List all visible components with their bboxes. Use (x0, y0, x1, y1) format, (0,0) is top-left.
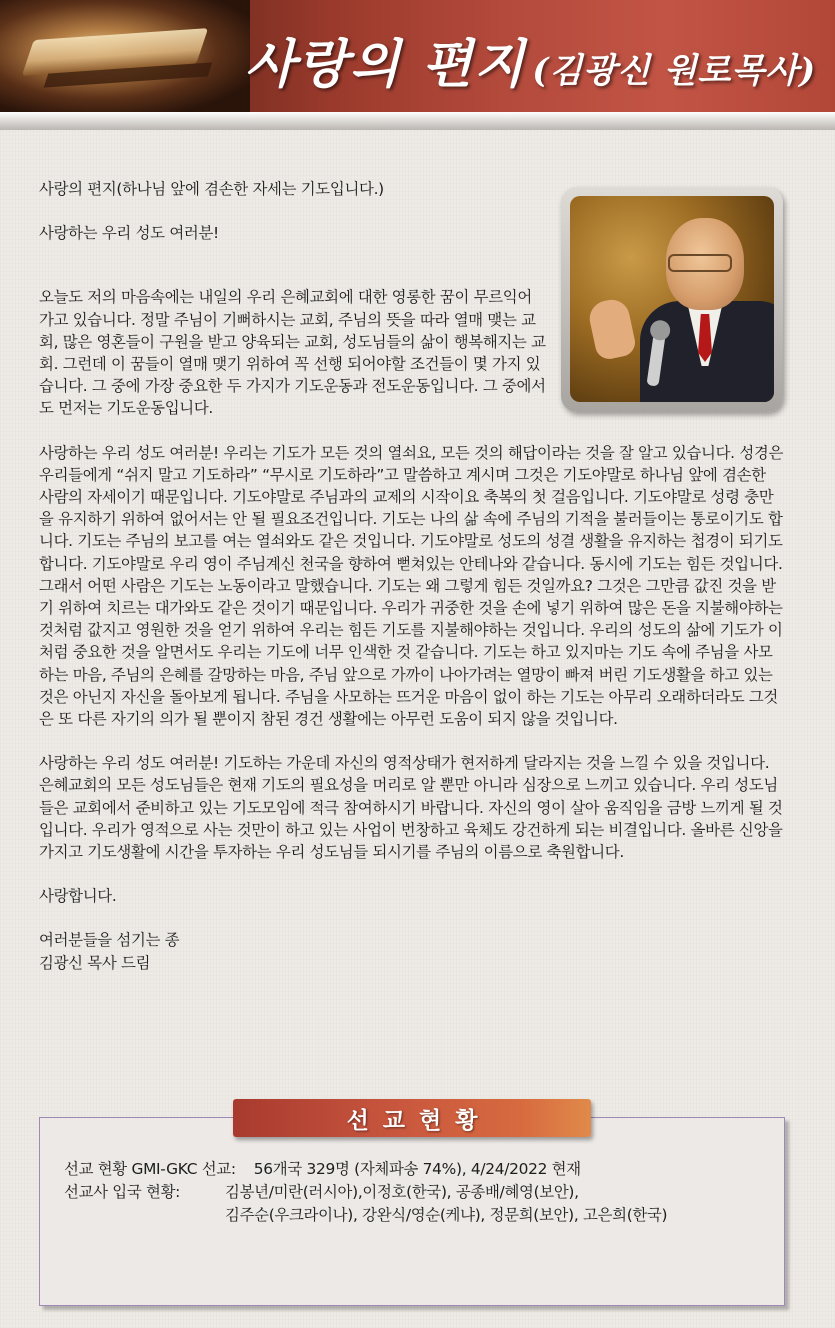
mission-status-value: 56개국 329명 (자체파송 74%), 4/24/2022 현재 (253, 1160, 581, 1178)
mission-title: 선교현황 (346, 1106, 492, 1134)
letter-greeting: 사랑하는 우리 성도 여러분! (39, 224, 219, 243)
open-bible-image (0, 0, 250, 112)
letter-paragraph-3: 사랑하는 우리 성도 여러분! 기도하는 가운데 자신의 영적상태가 현저하게 달라지는 것을 느낄 수 있을 것입니다. 은혜교회의 모든 성도님들은 현재 기도의 필요성을 머리로 알 뿐만 아니라 심장으로 느끼고 있습니다. 우리 성도님들은 교회에서 준비하고 있는 기도모임에 적극 참여하시기 바랍니다. 자신의 영이 살아 움직임을 금방 느끼게 될 것입니다. 우리가 영적으로 사는 것만이 하고 있는 사업이 번창하고 육체도 강건하게 되는 비결입니다. 올바른 신앙을 가지고 기도생활에 시간을 투자하는 우리 성도님들 되시기를 주님의 이름으로 축원합니다. (39, 754, 783, 862)
banner-title (245, 22, 817, 95)
mission-status-label: 선교 현황 GMI-GKC 선교: (64, 1160, 236, 1178)
mission-status-row (64, 1158, 764, 1181)
mission-title-banner (233, 1099, 591, 1137)
banner-main-title: 사랑의 편지 (245, 34, 527, 95)
header-banner (0, 0, 835, 112)
missionary-entry-line-2: 김주순(우크라이나), 강완식/영순(케냐), 정문희(보안), 고은희(한국) (225, 1206, 668, 1224)
letter-signature-line-1: 여러분들을 섬기는 종 (39, 931, 180, 950)
letter-paragraph-1: 오늘도 저의 마음속에는 내일의 우리 은혜교회에 대한 영롱한 꿈이 무르익어 가고 있습니다. 정말 주님이 기뻐하시는 교회, 주님의 뜻을 따라 열매 맺는 교회, 많은 영혼들이 구원을 받고 양육되는 교회, 성도님들의 삶이 행복해지는 교회. 그런데 이 꿈들이 열매 맺기 위하여 꼭 선행 되어야할 조건들이 몇 가지 있습니다. 그 중에 가장 중요한 두 가지가 기도운동과 전도운동입니다. 그 중에서도 먼저는 기도운동입니다. (39, 288, 546, 418)
letter-paragraph-2: 사랑하는 우리 성도 여러분! 우리는 기도가 모든 것의 열쇠요, 모든 것의 해답이라는 것을 잘 알고 있습니다. 성경은 우리들에게 “쉬지 말고 기도하라” “무시로 기도하라”고 말씀하고 계시며 그것은 기도야말로 하나님 앞에 겸손한 사람의 자세이기 때문입니다. 기도야말로 주님과의 교제의 시작이요 축복의 첫 걸음입니다. 기도야말로 성령 충만을 유지하기 위하여 없어서는 안 될 필요조건입니다. 기도는 나의 삶 속에 주님의 기적을 불러들이는 통로이기도 합니다. 기도는 주님의 보고를 여는 열쇠와도 같은 것입니다. 기도야말로 성도의 성결 생활을 유지하는 첩경이 되기도 합니다. 기도야말로 우리 영이 주님계신 천국을 향하여 뻗쳐있는 안테나와 같습니다. 동시에 기도는 힘든 것입니다. 그래서 어떤 사람은 기도는 노동이라고 말했습니다. 기도는 왜 그렇게 힘든 것일까요? 그것은 그만큼 값진 것을 받기 위하여 치르는 대가와도 같은 것이기 때문입니다. 우리가 귀중한 것을 손에 넣기 위하여 많은 돈을 지불해야하는 것처럼 값지고 영원한 것을 얻기 위하여 우리는 힘든 기도를 지불해야하는 것입니다. 우리의 성도의 삶에 기도가 이처럼 중요한 것을 알면서도 우리는 기도에 너무 인색한 것 같습니다. 기도는 하고 있지마는 기도 속에 주님을 사모하는 마음, 주님의 은혜를 갈망하는 마음, 주님 앞으로 가까이 나아가려는 열망이 빠져 버린 기도생활을 하고 있는 것은 아닌지 자신을 돌아보게 됩니다. 주님을 사모하는 뜨거운 마음이 없이 하는 기도는 아무리 오래하더라도 그것은 또 다른 자기의 의가 될 뿐이지 참된 경건 생활에는 아무런 도움이 되지 않을 것입니다. (39, 443, 784, 729)
mission-status-text (64, 1158, 764, 1227)
letter-signature-line-2: 김광신 목사 드림 (39, 953, 151, 972)
letter-body (39, 178, 784, 974)
letter-closing: 사랑합니다. (39, 887, 117, 906)
missionary-entry-line-1: 김봉년/미란(러시아),이정호(한국), 공종배/혜영(보안), (225, 1183, 579, 1201)
missionary-entry-row (64, 1181, 764, 1204)
banner-divider (0, 112, 835, 130)
missionary-entry-row-2 (64, 1204, 764, 1227)
letter-heading: 사랑의 편지(하나님 앞에 겸손한 자세는 기도입니다.) (39, 180, 384, 198)
banner-subtitle: (김광신 원로목사) (532, 51, 817, 91)
missionary-entry-label: 선교사 입국 현황: (64, 1183, 181, 1201)
